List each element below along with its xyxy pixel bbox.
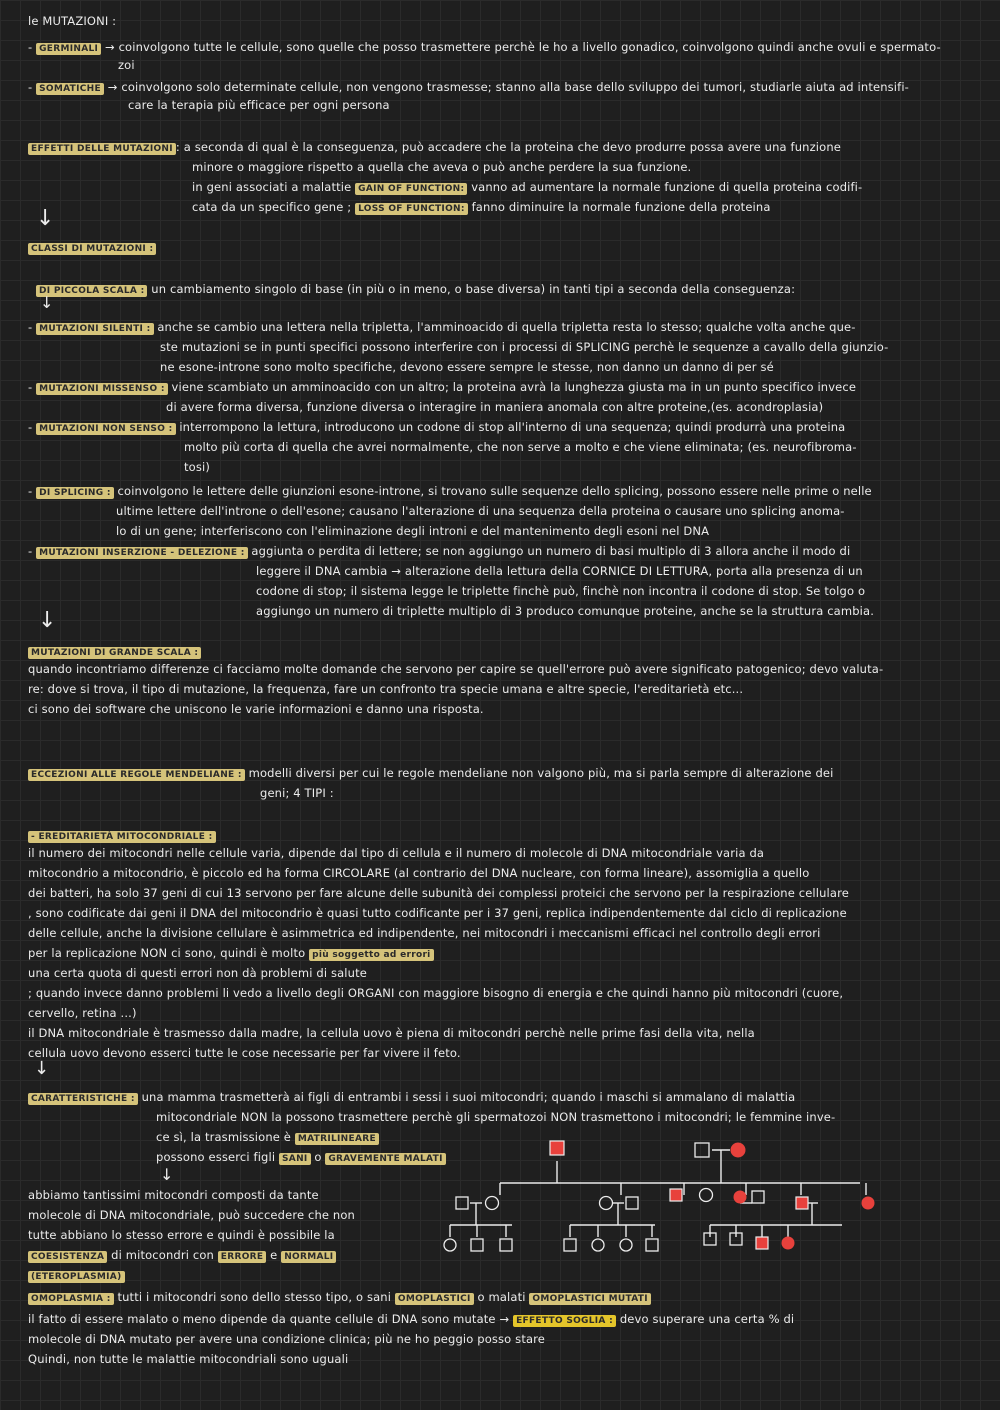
male-symbol [564, 1239, 576, 1251]
mito-6a: per la replicazione NON ci sono, quindi è molto [28, 946, 306, 960]
caratteristiche-text-3 [156, 1130, 379, 1146]
left-4a: di mitocondri con [111, 1248, 214, 1262]
omo-1a: tutti i mitocondri sono dello stesso tipo, o sani [117, 1290, 392, 1304]
omo-1b: o malati [477, 1290, 526, 1304]
piccola-scala-text: un cambiamento singolo di base (in più o in meno, o base diversa) in tanti tipi a seconda della conseguenza: [151, 282, 796, 296]
soglia-1b: devo superare una certa % di [619, 1312, 795, 1326]
soglia-row [28, 1312, 794, 1328]
eccezioni-text-1: modelli diversi per cui le regole mendeliane non valgono più, ma si parla sempre di alterazione dei [248, 766, 834, 780]
grande-scala-label: MUTAZIONI DI GRANDE SCALA : [28, 647, 201, 659]
germinali-label: GERMINALI [36, 43, 101, 55]
grande-text-3: ci sono dei software che uniscono le varie informazioni e danno una risposta. [28, 702, 484, 716]
affected-male-symbol [670, 1189, 682, 1201]
nonsenso-text-2: molto più corta di quella che avrei normalmente, che non serve a molto e che viene eliminata; (es. neurofibroma- [184, 440, 857, 454]
left-text-4 [28, 1248, 336, 1264]
silenti-row: - MUTAZIONI SILENTI : anche se cambio una lettera nella tripletta, l'amminoacido di quella tripletta resta lo stesso; qualche volta anche que- [28, 320, 856, 334]
female-symbol [600, 1197, 613, 1210]
section-title-mutazioni: le MUTAZIONI : [28, 14, 117, 28]
male-symbol [626, 1197, 638, 1209]
left-text-2: molecole di DNA mitocondriale, può succedere che non [28, 1208, 355, 1222]
male-symbol [752, 1191, 764, 1203]
effetti-text-1: : a seconda di qual è la conseguenza, può accadere che la proteina che devo produrre possa avere una funzione [175, 140, 841, 154]
affected-female-symbol [782, 1237, 795, 1250]
female-symbol [486, 1197, 499, 1210]
loss-of-function-label: LOSS OF FUNCTION: [355, 203, 468, 215]
down-arrow-icon: ↓ [40, 293, 54, 312]
male-symbol [471, 1239, 483, 1251]
silenti-label: MUTAZIONI SILENTI : [36, 323, 153, 335]
normali-highlight: NORMALI [281, 1251, 336, 1263]
missenso-text-2: di avere forma diversa, funzione diversa o interagire in maniera anomala con altre proteine,(es. acondroplasia) [166, 400, 824, 414]
caratteristiche-label: CARATTERISTICHE : [28, 1093, 138, 1105]
eccezioni-text-2: geni; 4 TIPI : [260, 786, 334, 800]
silenti-text-1: anche se cambio una lettera nella tripletta, l'amminoacido di quella tripletta resta lo stesso; qualche volta anche que- [157, 320, 856, 334]
piccola-scala-label: DI PICCOLA SCALA : [36, 285, 147, 297]
down-arrow-icon: ↓ [36, 206, 55, 231]
omoplastici-mutati-highlight: OMOPLASTICI MUTATI [529, 1293, 650, 1305]
omoplastici-highlight: OMOPLASTICI [395, 1293, 474, 1305]
soglia-text-2: molecole di DNA mutato per avere una condizione clinica; più ne ho peggio posso stare [28, 1332, 546, 1346]
effetti-4b: fanno diminuire la normale funzione della proteina [471, 200, 771, 214]
female-symbol [444, 1239, 456, 1251]
somatiche-row: - SOMATICHE → coinvolgono solo determinate cellule, non vengono trasmesse; stanno alla base dello sviluppo dei tumori, studiarle aiuta ad intensifi- [28, 80, 909, 94]
omoplasmia-label: OMOPLASMIA : [28, 1293, 114, 1305]
car-4b: o [314, 1150, 322, 1164]
eteroplasmia-highlight: (ETEROPLASMIA) [28, 1271, 125, 1283]
mito-text-5: delle cellule, anche la divisione cellulare è asimmetrica ed indipendente, nei mitocondri i meccanismi efficaci nel controllo degli errori [28, 926, 821, 940]
affected-female-symbol [731, 1143, 746, 1158]
down-arrow-icon: ↓ [38, 608, 57, 633]
somatiche-label: SOMATICHE [36, 83, 104, 95]
left-text-1: abbiamo tantissimi mitocondri composti da tante [28, 1188, 319, 1202]
nonsenso-text-1: interrompono la lettura, introducono un codone di stop all'interno di una sequenza; quindi produrrà una proteina [179, 420, 846, 434]
omoplasmia-row [28, 1290, 651, 1306]
effetti-text-2: minore o maggiore rispetto a quella che aveva o può anche perdere la sua funzione. [192, 160, 692, 174]
missenso-label: MUTAZIONI MISSENSO : [36, 383, 168, 395]
somatiche-text: → coinvolgono solo determinate cellule, non vengono trasmesse; stanno alla base dello sviluppo dei tumori, studiarle aiuta ad intensifi- [107, 80, 909, 94]
insdel-label: MUTAZIONI INSERZIONE - DELEZIONE : [36, 547, 248, 559]
somatiche-text-2: care la terapia più efficace per ogni persona [128, 98, 390, 112]
classi-row [28, 240, 156, 256]
splicing-text-1: coinvolgono le lettere delle giunzioni esone-introne, si trovano sulle sequenze dello splicing, possono essere nelle prime o nelle [117, 484, 872, 498]
pedigree-diagram [440, 1125, 910, 1285]
down-arrow-icon: ↓ [160, 1165, 174, 1184]
male-symbol [456, 1197, 468, 1209]
piccola-scala-row [36, 282, 795, 298]
germinali-row: - GERMINALI → coinvolgono tutte le cellule, sono quelle che posso trasmettere perchè le ho a livello gonadico, coinvolgono quindi anche ovuli e spermato- [28, 40, 941, 54]
male-symbol [646, 1239, 658, 1251]
eccezioni-label: ECCEZIONI ALLE REGOLE MENDELIANE : [28, 769, 245, 781]
mito-text-8: ; quando invece danno problemi li vedo a livello degli ORGANI con maggiore bisogno di energia e che quindi hanno più mitocondri (cuore, [28, 986, 844, 1000]
splicing-text-3: lo di un gene; interferiscono con l'eliminazione degli introni e del mantenimento degli esoni nel DNA [116, 524, 710, 538]
car-4a: possono esserci figli [156, 1150, 276, 1164]
mito-text-6 [28, 946, 434, 962]
splicing-row: - DI SPLICING : coinvolgono le lettere delle giunzioni esone-introne, si trovano sulle sequenze dello splicing, possono essere nelle prime o nelle [28, 484, 872, 498]
affected-male-symbol [756, 1237, 768, 1249]
male-symbol [695, 1143, 709, 1157]
mito-text-10: il DNA mitocondriale è trasmesso dalla madre, la cellula uovo è piena di mitocondri perchè nelle prime fasi della vita, nella [28, 1026, 755, 1040]
car-3a: ce sì, la trasmissione è [156, 1130, 292, 1144]
down-arrow-icon: ↓ [34, 1058, 50, 1079]
missenso-row: - MUTAZIONI MISSENSO : viene scambiato un amminoacido con un altro; la proteina avrà la lunghezza giusta ma in un punto specifico invece [28, 380, 857, 394]
mito-row [28, 828, 216, 844]
effetti-3b: vanno ad aumentare la normale funzione di quella proteina codifi- [471, 180, 863, 194]
effetto-soglia-highlight: EFFETTO SOGLIA : [513, 1315, 616, 1327]
silenti-text-3: ne esone-introne sono molto specifiche, devono essere sempre le stesse, non danno un danno di per sé [160, 360, 774, 374]
male-symbol [500, 1239, 512, 1251]
eccezioni-row [28, 766, 833, 782]
effetti-text-4 [192, 200, 771, 216]
caratteristiche-row [28, 1090, 795, 1106]
effetti-row [28, 140, 841, 156]
affected-male-symbol [550, 1141, 564, 1155]
nonsenso-row: - MUTAZIONI NON SENSO : interrompono la lettura, introducono un codone di stop all'interno di una sequenza; quindi produrrà una proteina [28, 420, 846, 434]
grande-text-1: quando incontriamo differenze ci facciamo molte domande che servono per capire se quell'errore può avere significato patogenico; devo valuta- [28, 662, 884, 676]
mito-text-11: cellula uovo devono esserci tutte le cose necessarie per far vivere il feto. [28, 1046, 461, 1060]
errori-highlight: più soggetto ad errori [309, 949, 433, 961]
eteroplasmia-row [28, 1268, 125, 1284]
mito-text-3: dei batteri, ha solo 37 geni di cui 13 servono per fare alcune delle subunità dei complessi proteici che servono per la respirazione cellulare [28, 886, 849, 900]
sani-highlight: SANI [279, 1153, 311, 1165]
coesistenza-highlight: COESISTENZA [28, 1251, 107, 1263]
mito-text-9: cervello, retina ...) [28, 1006, 137, 1020]
soglia-1a: il fatto di essere malato o meno dipende da quante cellule di DNA sono mutate → [28, 1312, 510, 1326]
grande-scala-row [28, 644, 201, 660]
matrilineare-highlight: MATRILINEARE [295, 1133, 379, 1145]
mito-label: - EREDITARIETÀ MITOCONDRIALE : [28, 831, 216, 843]
insdel-row: - MUTAZIONI INSERZIONE - DELEZIONE : aggiunta o perdita di lettere; se non aggiungo un numero di basi multiplo di 3 allora anche il modo di [28, 544, 851, 558]
left-4b: e [270, 1248, 278, 1262]
mito-text-1: il numero dei mitocondri nelle cellule varia, dipende dal tipo di cellula e il numero di molecole di DNA mitocondriale varia da [28, 846, 765, 860]
classi-label: CLASSI DI MUTAZIONI : [28, 243, 156, 255]
affected-female-symbol [862, 1197, 875, 1210]
caratteristiche-text-2: mitocondriale NON la possono trasmettere perchè gli spermatozoi NON trasmettono i mitocondri; le femmine inve- [156, 1110, 836, 1124]
splicing-label: DI SPLICING : [36, 487, 114, 499]
splicing-text-2: ultime lettere dell'introne o dell'esone; causano l'alterazione di una sequenza della proteina o causare uno splicing anoma- [116, 504, 845, 518]
silenti-text-2: ste mutazioni se in punti specifici possono interferire con i processi di SPLICING perchè le sequenze a cavallo della giunzio- [160, 340, 889, 354]
gain-of-function-label: GAIN OF FUNCTION: [355, 183, 467, 195]
affected-female-symbol [734, 1191, 747, 1204]
nonsenso-label: MUTAZIONI NON SENSO : [36, 423, 175, 435]
affected-male-symbol [796, 1197, 808, 1209]
caratteristiche-text-1: una mamma trasmetterà ai figli di entrambi i sessi i suoi mitocondri; quando i maschi si ammalano di malattia [141, 1090, 796, 1104]
gravemente-highlight: GRAVEMENTE MALATI [325, 1153, 445, 1165]
effetti-text-3 [192, 180, 862, 196]
nonsenso-text-3: tosi) [184, 460, 210, 474]
insdel-text-4: aggiungo un numero di triplette multiplo di 3 produco comunque proteine, anche se la struttura cambia. [256, 604, 875, 618]
missenso-text-1: viene scambiato un amminoacido con un altro; la proteina avrà la lunghezza giusta ma in un punto specifico invece [171, 380, 857, 394]
effetti-3a: in geni associati a malattie [192, 180, 352, 194]
insdel-text-2: leggere il DNA cambia → alterazione della lettura della CORNICE DI LETTURA, porta alla presenza di un [256, 564, 863, 578]
germinali-text: → coinvolgono tutte le cellule, sono quelle che posso trasmettere perchè le ho a livello gonadico, coinvolgono quindi anche ovuli e spermato- [104, 40, 941, 54]
female-symbol [700, 1189, 713, 1202]
mito-text-4: , sono codificate dai geni il DNA del mitocondrio è quasi tutto codificante per i 37 geni, replica indipendentemente dal ciclo di replicazione [28, 906, 847, 920]
female-symbol [620, 1239, 632, 1251]
effetti-4a: cata da un specifico gene ; [192, 200, 352, 214]
mito-text-7: una certa quota di questi errori non dà problemi di salute [28, 966, 367, 980]
errore-highlight: ERRORE [218, 1251, 267, 1263]
female-symbol [592, 1239, 604, 1251]
mito-text-2: mitocondrio a mitocondrio, è piccolo ed ha forma CIRCOLARE (al contrario del DNA nucleare, con forma lineare), assomiglia a quello [28, 866, 810, 880]
soglia-text-3: Quindi, non tutte le malattie mitocondriali sono uguali [28, 1352, 349, 1366]
effetti-label: EFFETTI DELLE MUTAZIONI [28, 143, 176, 155]
insdel-text-1: aggiunta o perdita di lettere; se non aggiungo un numero di basi multiplo di 3 allora anche il modo di [251, 544, 851, 558]
germinali-text-2: zoi [118, 58, 135, 72]
insdel-text-3: codone di stop; il sistema legge le triplette finchè può, finchè non incontra il codone di stop. Se tolgo o [256, 584, 866, 598]
caratteristiche-text-4 [156, 1150, 446, 1166]
grande-text-2: re: dove si trova, il tipo di mutazione, la frequenza, fare un confronto tra specie umana e altre specie, l'ereditarietà etc... [28, 682, 744, 696]
left-text-3: tutte abbiano lo stesso errore e quindi è possibile la [28, 1228, 335, 1242]
